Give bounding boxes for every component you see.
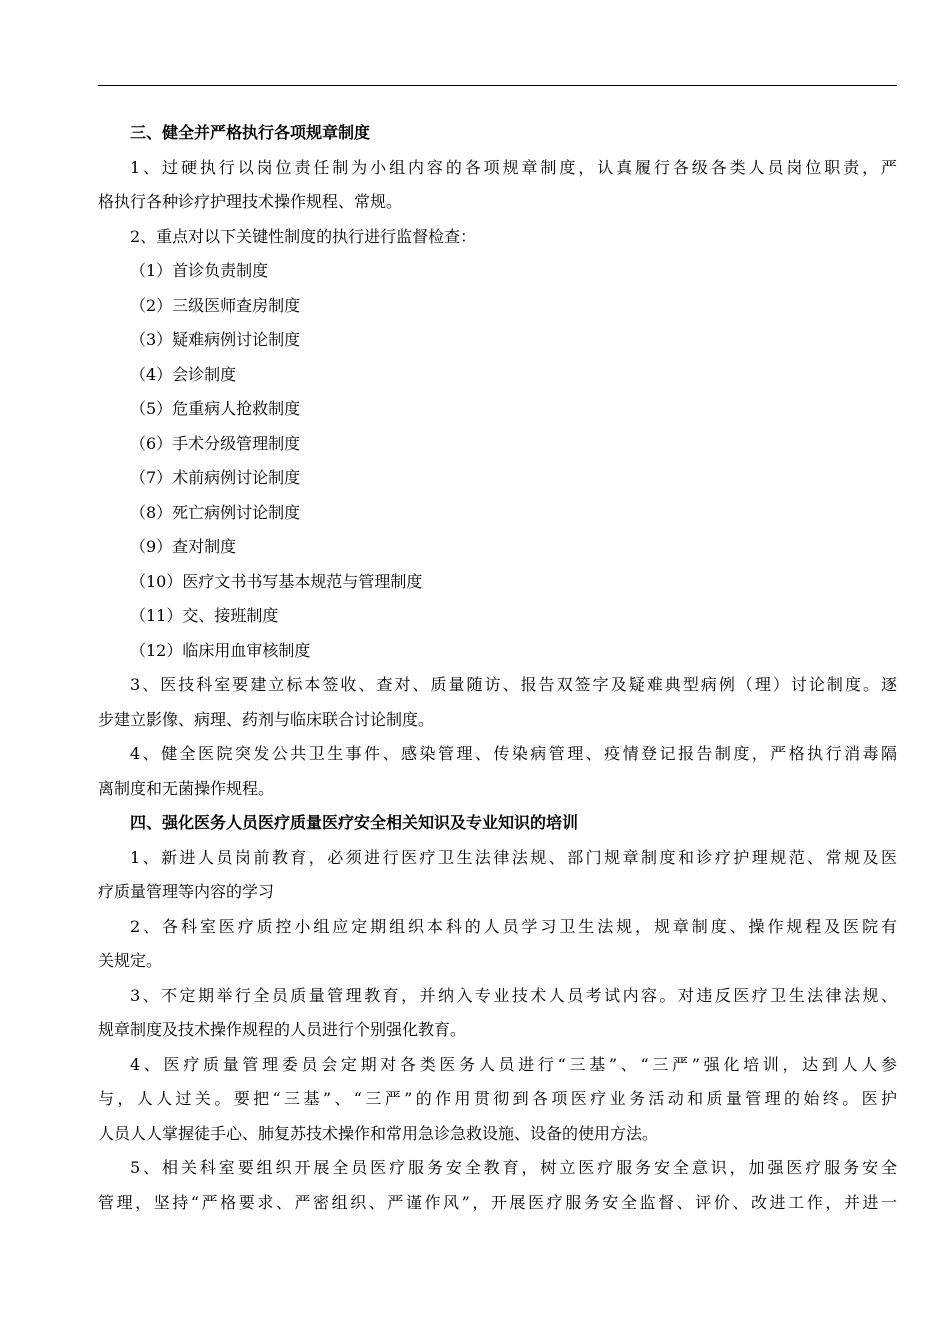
paragraph-line: 1、新进人员岗前教育，必须进行医疗卫生法律法规、部门规章制度和诊疗护理规范、常规及医 — [130, 847, 897, 867]
paragraph-line: 5、相关科室要组织开展全员医疗服务安全教育，树立医疗服务安全意识，加强医疗服务安全 — [130, 1158, 897, 1177]
paragraph — [98, 151, 897, 220]
paragraph-line: 人员人人掌握徒手心、肺复苏技术操作和常用急诊急救设施、设备的使用方法。 — [98, 1123, 659, 1143]
list-item: （7）术前病例讨论制度 — [130, 468, 301, 487]
paragraph-line: 管理，坚持“严格要求、严密组织、严谨作风”，开展医疗服务安全监督、评价、改进工作，并进一 — [98, 1192, 897, 1212]
paragraph-line: 步建立影像、病理、药剂与临床联合讨论制度。 — [98, 709, 435, 729]
paragraph — [98, 1151, 897, 1220]
paragraph-line: 格执行各种诊疗护理技术操作规程、常规。 — [98, 192, 403, 211]
paragraph — [98, 841, 897, 910]
paragraph — [98, 910, 897, 979]
system-list — [98, 254, 897, 668]
paragraph — [98, 220, 897, 255]
paragraph — [98, 668, 897, 737]
paragraph-line: 2、重点对以下关键性制度的执行进行监督检查： — [130, 226, 477, 246]
list-item: （2）三级医师查房制度 — [130, 295, 301, 315]
header-rule — [98, 85, 897, 86]
list-item: （11）交、接班制度 — [130, 606, 279, 625]
list-item: （9）查对制度 — [130, 537, 237, 556]
paragraph — [98, 979, 897, 1048]
section-heading: 四、强化医务人员医疗质量医疗安全相关知识及专业知识的培训 — [130, 813, 579, 832]
list-item: （4）会诊制度 — [130, 364, 237, 384]
paragraph — [98, 737, 897, 806]
list-item: （6）手术分级管理制度 — [130, 433, 301, 453]
paragraph-line: 4、医疗质量管理委员会定期对各类医务人员进行“三基”、“三严”强化培训，达到人人参 — [130, 1054, 897, 1074]
paragraph-line: 离制度和无菌操作规程。 — [98, 778, 275, 798]
paragraph-line: 规章制度及技术操作规程的人员进行个别强化教育。 — [98, 1020, 467, 1039]
list-item: （12）临床用血审核制度 — [130, 640, 311, 660]
paragraph-line: 疗质量管理等内容的学习 — [98, 882, 275, 901]
paragraph-line: 1、过硬执行以岗位责任制为小组内容的各项规章制度，认真履行各级各类人员岗位职责，严 — [130, 157, 897, 177]
paragraph-line: 3、医技科室要建立标本签收、查对、质量随访、报告双签字及疑难典型病例（理）讨论制度。逐 — [130, 675, 897, 694]
list-item: （5）危重病人抢救制度 — [130, 399, 301, 418]
paragraph-line: 2、各科室医疗质控小组应定期组织本科的人员学习卫生法规，规章制度、操作规程及医院有 — [130, 916, 897, 936]
list-item: （8）死亡病例讨论制度 — [130, 502, 301, 522]
paragraph-line: 4、健全医院突发公共卫生事件、感染管理、传染病管理、疫情登记报告制度，严格执行消毒隔 — [130, 744, 897, 763]
paragraph — [98, 1048, 897, 1152]
paragraph-line: 与，人人过关。要把“三基”、“三严”的作用贯彻到各项医疗业务活动和质量管理的始终。医护 — [98, 1089, 897, 1108]
section-heading: 三、健全并严格执行各项规章制度 — [130, 123, 371, 142]
list-item: （3）疑难病例讨论制度 — [130, 330, 301, 349]
list-item: （1）首诊负责制度 — [130, 261, 269, 280]
list-item: （10）医疗文书书写基本规范与管理制度 — [130, 571, 423, 591]
paragraph-line: 关规定。 — [98, 951, 163, 970]
document-body — [98, 116, 897, 1220]
paragraph-line: 3、不定期举行全员质量管理教育，并纳入专业技术人员考试内容。对违反医疗卫生法律法规、 — [130, 985, 897, 1005]
